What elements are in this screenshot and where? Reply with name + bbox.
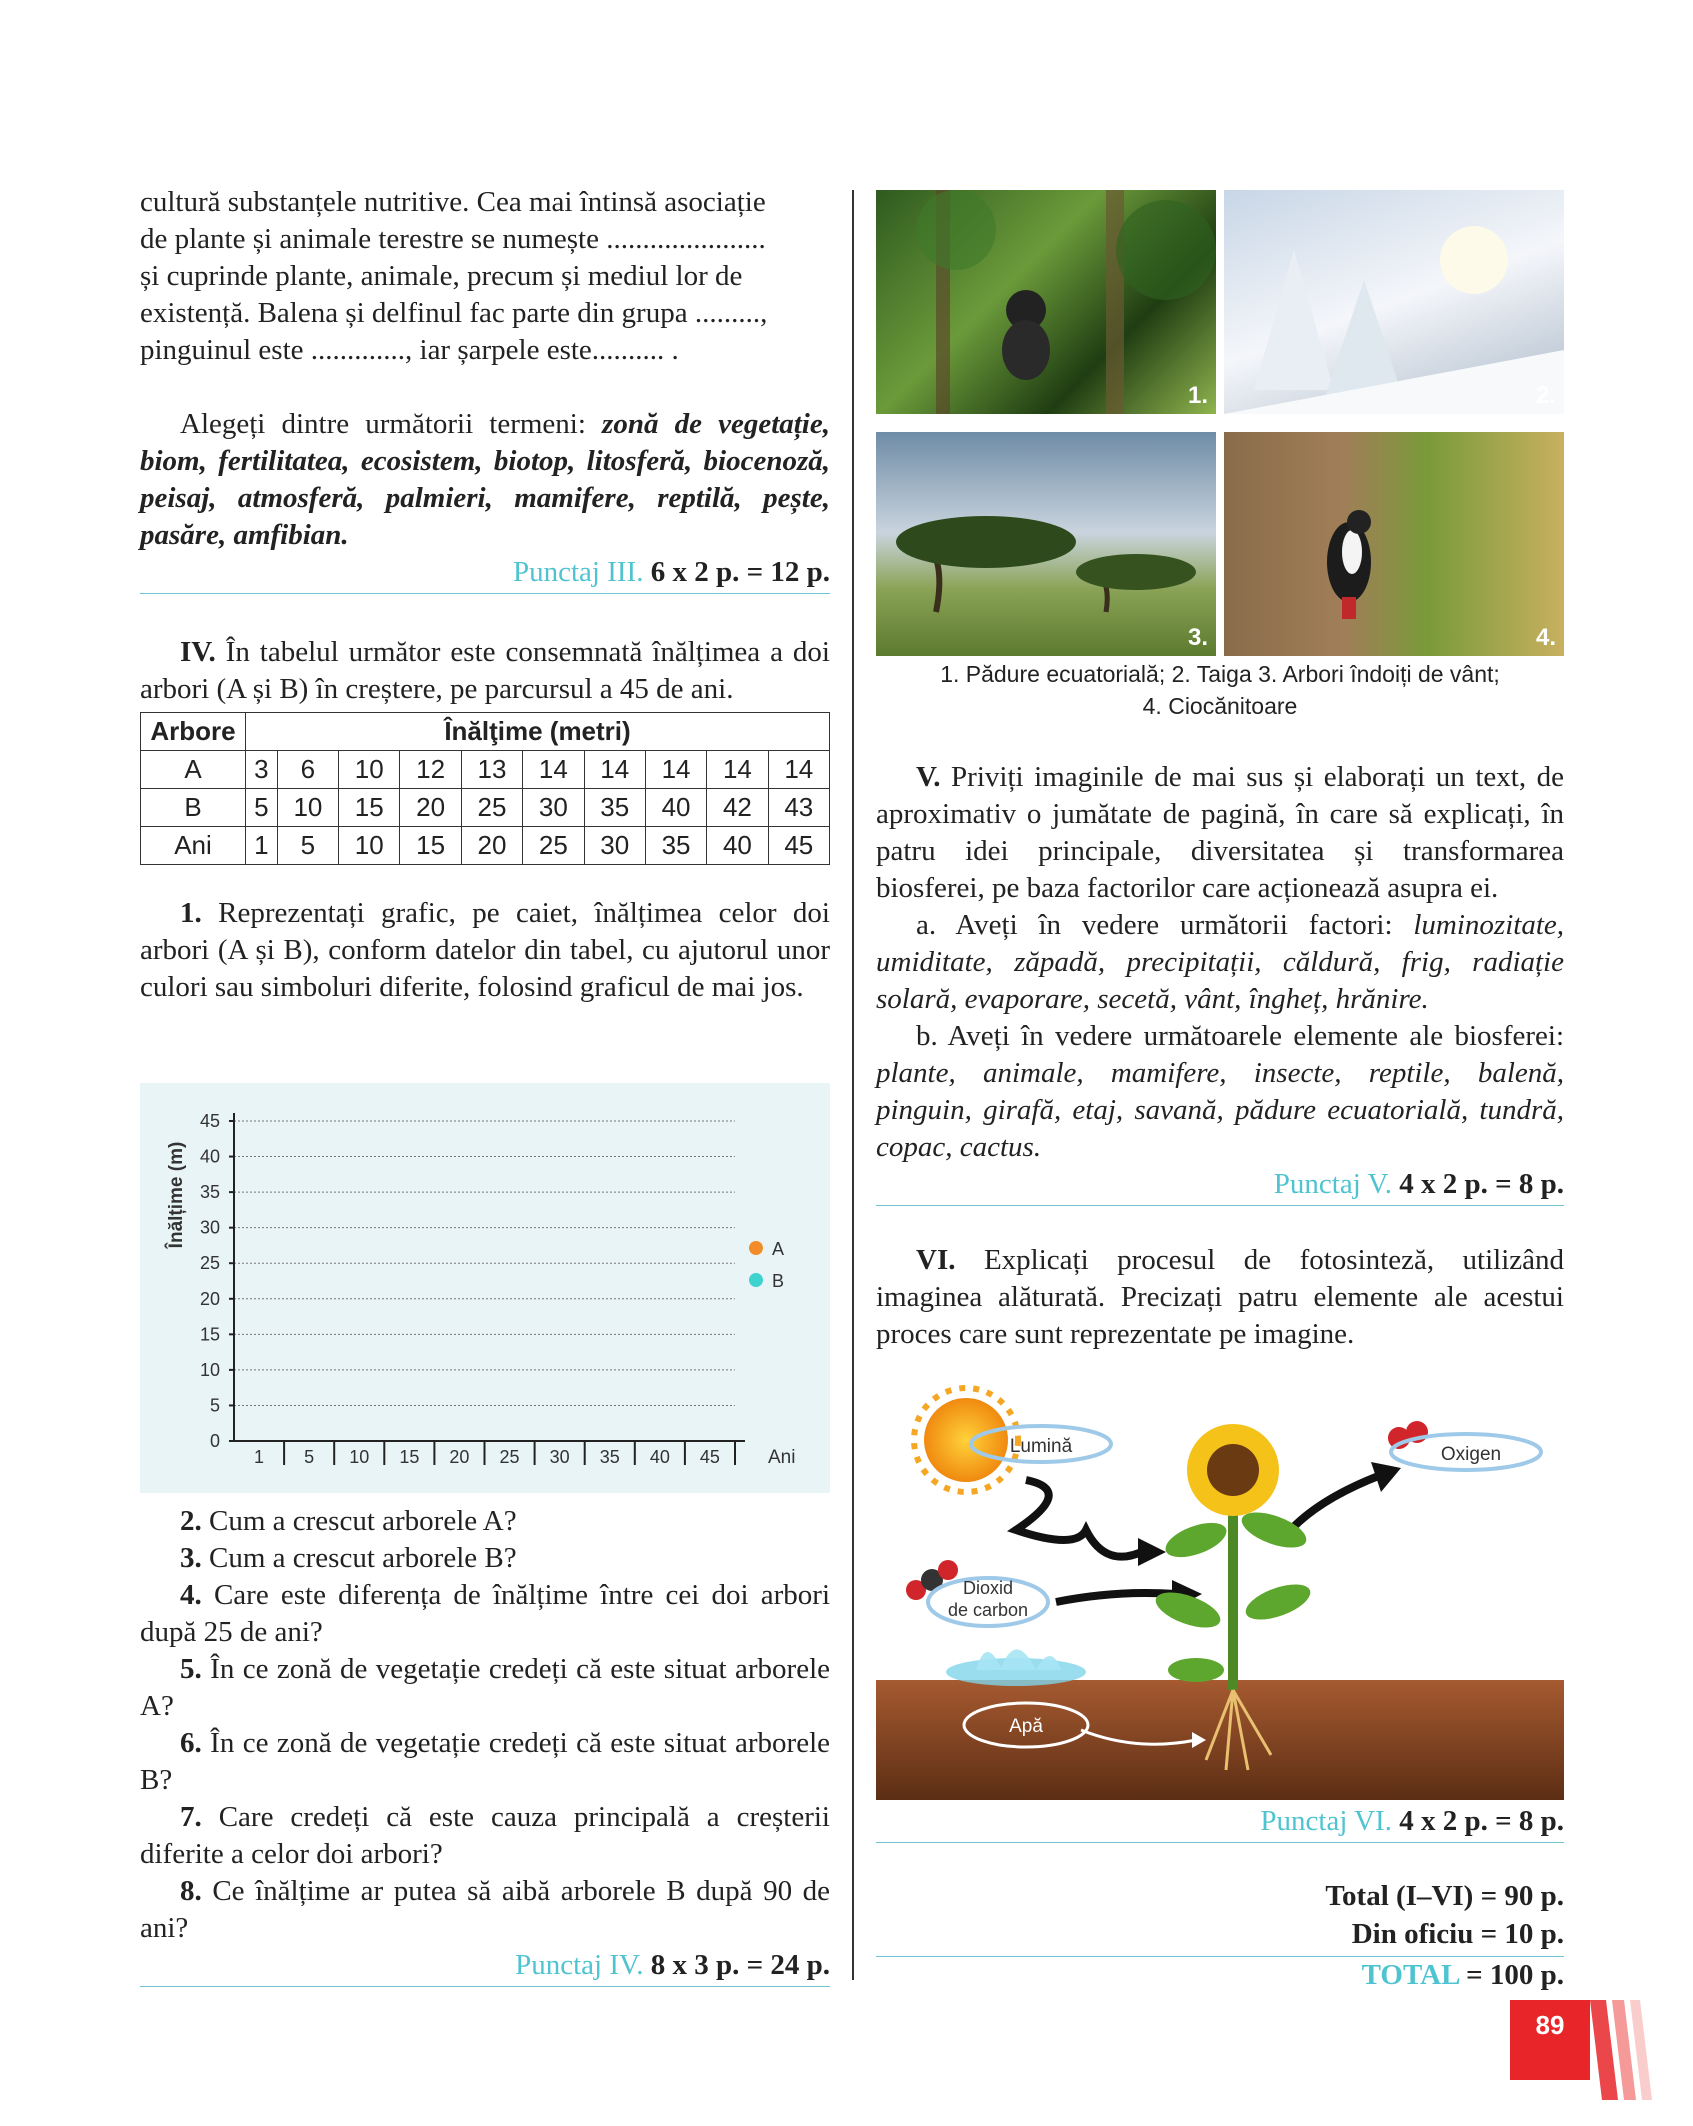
y-tick-label: 30 [199, 1217, 220, 1238]
score-iv [140, 1947, 830, 1987]
table-cell: 14 [768, 751, 829, 789]
co2-label-line2: de carbon [947, 1600, 1029, 1620]
table-cell: 35 [584, 789, 645, 827]
exercise-vi-text [876, 1242, 1564, 1353]
light-arrow [1016, 1480, 1146, 1557]
page-number: 89 [1510, 2000, 1590, 2080]
vb-prefix: b. Aveți în vedere următoarele elemente ale biosferei: [916, 1020, 1564, 1052]
table-cell: 45 [768, 827, 829, 865]
intro-line: și cuprinde plante, animale, precum și mediul lor de [140, 260, 743, 292]
score-vi-wrap [876, 1803, 1564, 1843]
y-tick-label: 25 [199, 1253, 220, 1274]
table-cell: Ani [141, 827, 246, 865]
y-tick-label: 35 [199, 1182, 220, 1203]
y-tick-label: 0 [209, 1431, 220, 1451]
score-iii [140, 554, 830, 594]
oxygen-arrow [1286, 1475, 1381, 1535]
table-cell: 14 [707, 751, 768, 789]
table-cell: 25 [523, 827, 584, 865]
question-text: Reprezentați grafic, pe caiet, înălțimea celor doi arbori (A și B), conform datelor din tabel, cu ajutorul unor culori sau simboluri diferite, folosind graficul de mai jos. [140, 897, 830, 1003]
table-cell: 12 [400, 751, 461, 789]
y-tick-label: 20 [199, 1288, 220, 1309]
x-tick-label: 45 [699, 1447, 720, 1467]
question-item [140, 1799, 830, 1873]
va-terms: luminozitate, umiditate, zăpadă, precipitații, căldură, frig, radiație solară, evaporare, secetă, vânt, îngheț, hrănire. [876, 909, 1564, 1015]
table-cell: B [141, 789, 246, 827]
co2-label-line1: Dioxid [962, 1578, 1014, 1598]
x-tick-label: 25 [499, 1447, 520, 1467]
table-cell: 10 [277, 789, 338, 827]
total-i-vi: Total (I–VI) = 90 p. [1325, 1880, 1564, 1912]
empty-graph [140, 1083, 830, 1493]
x-tick-label: 20 [449, 1447, 470, 1467]
total-oficiu: Din oficiu = 10 p. [1351, 1918, 1564, 1950]
table-cell: 20 [400, 789, 461, 827]
intro-line: pinguinul este ............., iar șarpele este.......... . [140, 334, 679, 366]
photosynthesis-svg [876, 1380, 1564, 1800]
score-v [876, 1166, 1564, 1206]
y-tick-label: 15 [199, 1324, 220, 1345]
x-tick-label: 35 [599, 1447, 620, 1467]
question-number: 3. [180, 1542, 202, 1574]
photosynthesis-diagram [876, 1380, 1564, 1800]
rainforest-photo [876, 190, 1216, 414]
table-cell: 43 [768, 789, 829, 827]
question-number: 8. [180, 1875, 202, 1907]
table-cell: 10 [339, 751, 400, 789]
question-text: Care credeți că este cauza principală a creșterii diferite a celor doi arbori? [140, 1801, 830, 1870]
rainforest-image [876, 190, 1216, 414]
table-cell: 25 [461, 789, 522, 827]
taiga-image [1224, 190, 1564, 414]
score-value: 4 x 2 p. = 8 p. [1399, 1805, 1564, 1837]
table-cell: 30 [523, 789, 584, 827]
question-1 [140, 895, 830, 1006]
question-text: Cum a crescut arborele A? [209, 1505, 517, 1537]
total-value: = 100 p. [1466, 1959, 1564, 1991]
intro-line: cultură substanțele nutritive. Cea mai întinsă asociație [140, 186, 766, 218]
table-cell: A [141, 751, 246, 789]
table-cell: 3 [246, 751, 278, 789]
y-tick-label: 40 [199, 1146, 220, 1167]
exercise-iv-body: În tabelul următor este consemnată înălțimea a doi arbori (A și B) în creștere, pe parcursul a 45 de ani. [140, 636, 830, 705]
oxygen-label: Oxigen [1440, 1444, 1502, 1465]
intro-paragraph [140, 184, 830, 369]
exercise-v-b [876, 1018, 1564, 1166]
choose-prefix: Alegeți dintre următorii termeni: [180, 408, 603, 440]
photo-number: 2. [1535, 382, 1556, 409]
question-number: 5. [180, 1653, 202, 1685]
table-cell: 20 [461, 827, 522, 865]
woodpecker-image [1224, 432, 1564, 656]
x-tick-label: 10 [349, 1447, 370, 1467]
question-text: În ce zonă de vegetație credeți că este situat arborele A? [140, 1653, 831, 1722]
table-cell: 14 [523, 751, 584, 789]
intro-line: de plante și animale terestre se numește ...................... [140, 223, 766, 255]
exercise-vi-label: VI. [916, 1244, 956, 1276]
legend-label: B [772, 1271, 785, 1291]
light-label: Lumină [1009, 1436, 1073, 1457]
va-prefix: a. Aveți în vedere următorii factori: [916, 909, 1414, 941]
choose-terms-paragraph [140, 406, 830, 554]
graph-svg [140, 1083, 830, 1493]
exercise-v-text [876, 759, 1564, 907]
exercise-v-a [876, 907, 1564, 1018]
table-cell: 35 [645, 827, 706, 865]
woodpecker-photo [1224, 432, 1564, 656]
choose-terms: zonă de vegetație, biom, fertilitatea, ecosistem, biotop, litosferă, biocenoză, peisaj, atmosferă, palmieri, mamifere, reptilă, pește, pasăre, amfibian. [140, 408, 830, 551]
question-item [140, 1725, 830, 1799]
x-tick-label: 30 [549, 1447, 570, 1467]
x-axis-label: Ani [768, 1447, 796, 1468]
question-number: 6. [180, 1727, 202, 1759]
right-column-text [876, 759, 1564, 1353]
table-cell: 6 [277, 751, 338, 789]
table-header-tree: Arbore [141, 713, 246, 751]
score-value: 6 x 2 p. = 12 p. [650, 556, 830, 588]
question-number: 7. [180, 1801, 202, 1833]
photo-number: 4. [1535, 624, 1556, 651]
question-number: 2. [180, 1505, 202, 1537]
x-tick-label: 15 [399, 1447, 420, 1467]
table-cell: 15 [400, 827, 461, 865]
score-value: 4 x 2 p. = 8 p. [1399, 1168, 1564, 1200]
table-cell: 15 [339, 789, 400, 827]
total-final [876, 1956, 1564, 1992]
table-header-height: Înălţime (metri) [246, 713, 830, 751]
intro-line: existență. Balena și delfinul fac parte din grupa ........., [140, 297, 768, 329]
y-tick-label: 5 [209, 1395, 220, 1416]
score-label: Punctaj IV. [515, 1949, 644, 1981]
exercise-v-body: Priviți imaginile de mai sus și elaborați un text, de aproximativ o jumătate de pagină, în care să explicați, în patru idei principale, diversitatea și transformarea biosferei, pe baza factorilor care acționează asupra ei. [876, 761, 1565, 904]
y-tick-label: 45 [199, 1111, 220, 1131]
photo-number: 1. [1187, 382, 1208, 409]
table-cell: 30 [584, 827, 645, 865]
score-label: Punctaj VI. [1260, 1805, 1392, 1837]
legend-label: A [772, 1239, 785, 1259]
vb-terms: plante, animale, mamifere, insecte, reptile, balenă, pinguin, girafă, etaj, savană, pădure ecuatorială, tundră, copac, cactus. [876, 1057, 1564, 1163]
left-column [140, 184, 830, 1006]
exercise-v-label: V. [916, 761, 941, 793]
table-cell: 5 [277, 827, 338, 865]
table-cell: 5 [246, 789, 278, 827]
question-item [140, 1503, 830, 1540]
bent-trees-image [876, 432, 1216, 656]
table-cell: 10 [339, 827, 400, 865]
height-table [140, 712, 830, 865]
question-text: Care este diferența de înălțime între cei doi arbori după 25 de ani? [140, 1579, 830, 1648]
photo-number: 3. [1187, 624, 1208, 651]
x-tick-label: 1 [254, 1447, 265, 1467]
table-row [141, 751, 830, 789]
total-label: TOTAL [1361, 1959, 1459, 1991]
exercise-iv-label: IV. [180, 636, 216, 668]
score-value: 8 x 3 p. = 24 p. [650, 1949, 830, 1981]
photo-caption [876, 658, 1564, 722]
page-stripes [1590, 2000, 1660, 2100]
caption-line: 4. Ciocănitoare [1142, 693, 1298, 719]
questions-list [140, 1503, 830, 1987]
table-row [141, 827, 830, 865]
table-cell: 13 [461, 751, 522, 789]
table-row [141, 789, 830, 827]
question-item [140, 1873, 830, 1947]
table-cell: 14 [645, 751, 706, 789]
exercise-vi-body: Explicați procesul de fotosinteză, utilizând imaginea alăturată. Precizați patru elemente ale acestui proces care sunt reprezentate pe imagine. [876, 1244, 1564, 1350]
sun-icon [914, 1388, 1018, 1492]
question-number: 4. [180, 1579, 202, 1611]
water-splash-icon [946, 1649, 1086, 1686]
table-cell: 40 [645, 789, 706, 827]
question-text: În ce zonă de vegetație credeți că este situat arborele B? [140, 1727, 831, 1796]
table-cell: 14 [584, 751, 645, 789]
legend-marker [749, 1273, 763, 1287]
question-item [140, 1577, 830, 1651]
question-text: Ce înălțime ar putea să aibă arborele B după 90 de ani? [140, 1875, 830, 1944]
question-number: 1. [180, 897, 202, 929]
question-item [140, 1651, 830, 1725]
caption-line: 1. Pădure ecuatorială; 2. Taiga 3. Arbori îndoiți de vânt; [940, 661, 1500, 687]
taiga-photo [1224, 190, 1564, 414]
column-divider [852, 190, 854, 1980]
x-tick-label: 5 [304, 1447, 315, 1467]
water-label: Apă [1009, 1716, 1043, 1737]
y-axis-label: Înălțime (m) [166, 1141, 187, 1249]
table-cell: 40 [707, 827, 768, 865]
exercise-iv-text [140, 634, 830, 708]
score-label: Punctaj V. [1273, 1168, 1392, 1200]
question-text: Cum a crescut arborele B? [209, 1542, 517, 1574]
legend-marker [749, 1241, 763, 1255]
score-label: Punctaj III. [512, 556, 644, 588]
question-item [140, 1540, 830, 1577]
bent-trees-photo [876, 432, 1216, 656]
table-cell: 1 [246, 827, 278, 865]
table-cell: 42 [707, 789, 768, 827]
y-tick-label: 10 [199, 1359, 220, 1380]
x-tick-label: 40 [649, 1447, 670, 1467]
score-vi [876, 1803, 1564, 1843]
